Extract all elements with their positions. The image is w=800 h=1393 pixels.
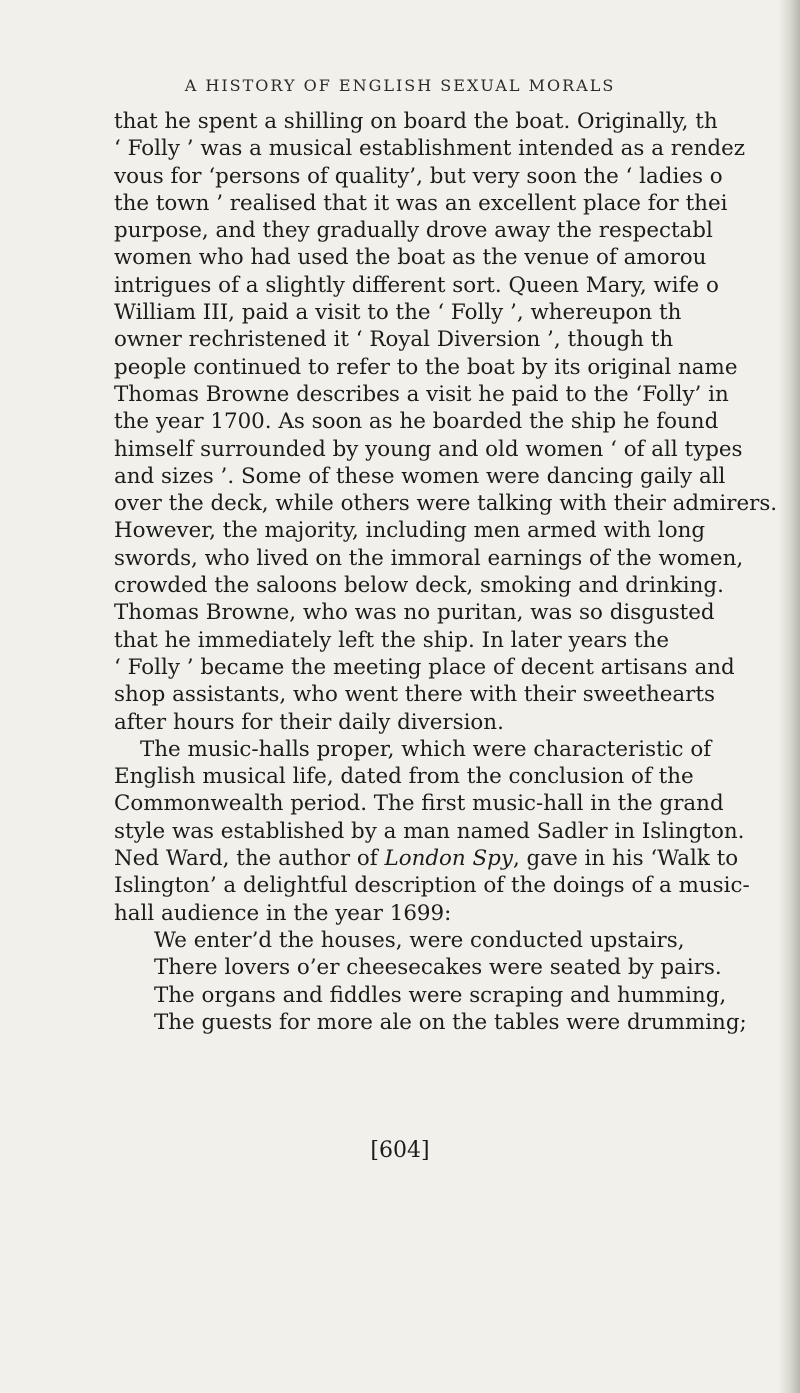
text-line: shop assistants, who went there with their sweethearts xyxy=(114,682,715,708)
text-line: Commonwealth period. The first music-hall in the grand xyxy=(114,791,724,817)
text-line-with-title xyxy=(114,845,794,872)
page-body xyxy=(114,108,794,1036)
text-line: Islington’ a delightful description of the doings of a music- xyxy=(114,873,750,899)
text-line: William III, paid a visit to the ‘ Folly ’, whereupon th xyxy=(114,300,682,326)
text-line: and sizes ’. Some of these women were dancing gaily all xyxy=(114,463,726,489)
text-line: Thomas Browne, who was no puritan, was so disgusted xyxy=(114,600,715,626)
text-line: crowded the saloons below deck, smoking and drinking. xyxy=(114,573,724,599)
page-number: [604] xyxy=(370,1138,430,1163)
verse-line: We enter’d the houses, were conducted upstairs, xyxy=(154,927,685,953)
text-line: the year 1700. As soon as he boarded the ship he found xyxy=(114,409,719,435)
text-line: style was established by a man named Sadler in Islington. xyxy=(114,818,745,844)
text-line: after hours for their daily diversion. xyxy=(114,709,504,735)
text-line: swords, who lived on the immoral earnings of the women, xyxy=(114,545,744,571)
text-line: owner rechristened it ‘ Royal Diversion ’, though th xyxy=(114,327,674,353)
text-line: that he spent a shilling on board the boat. Originally, th xyxy=(114,109,718,134)
text-line: people continued to refer to the boat by its original name xyxy=(114,354,738,380)
verse-line: The organs and fiddles were scraping and humming, xyxy=(154,982,727,1008)
text-line: intrigues of a slightly different sort. Queen Mary, wife o xyxy=(114,272,719,298)
text-fragment: Ned Ward, the author of xyxy=(114,846,385,872)
text-line: over the deck, while others were talking with their admirers. xyxy=(114,491,778,517)
text-line: himself surrounded by young and old women ‘ of all types xyxy=(114,436,743,462)
text-line: English musical life, dated from the conclusion of the xyxy=(114,764,694,790)
verse-line: The guests for more ale on the tables were drumming; xyxy=(154,1009,747,1035)
text-line: ‘ Folly ’ became the meeting place of decent artisans and xyxy=(114,654,735,680)
text-line: purpose, and they gradually drove away the respectabl xyxy=(114,218,713,244)
text-line: hall audience in the year 1699: xyxy=(114,900,452,926)
paragraph-first-line: The music-halls proper, which were characteristic of xyxy=(140,736,712,762)
text-line: ‘ Folly ’ was a musical establishment intended as a rendez xyxy=(114,136,746,162)
running-header: A HISTORY OF ENGLISH SEXUAL MORALS xyxy=(184,76,616,95)
text-line: women who had used the boat as the venue of amorou xyxy=(114,245,707,271)
text-line: Thomas Browne describes a visit he paid to the ‘Folly’ in xyxy=(114,381,729,407)
text-line: that he immediately left the ship. In later years the xyxy=(114,627,670,653)
verse-line: There lovers o’er cheesecakes were seated by pairs. xyxy=(154,955,722,981)
text-fragment: , gave in his ‘Walk to xyxy=(512,846,739,872)
text-line: vous for ‘persons of quality’, but very soon the ‘ ladies o xyxy=(114,163,723,189)
book-title: London Spy xyxy=(384,846,513,872)
text-line: the town ’ realised that it was an excellent place for thei xyxy=(114,190,728,216)
text-line: However, the majority, including men armed with long xyxy=(114,518,706,544)
